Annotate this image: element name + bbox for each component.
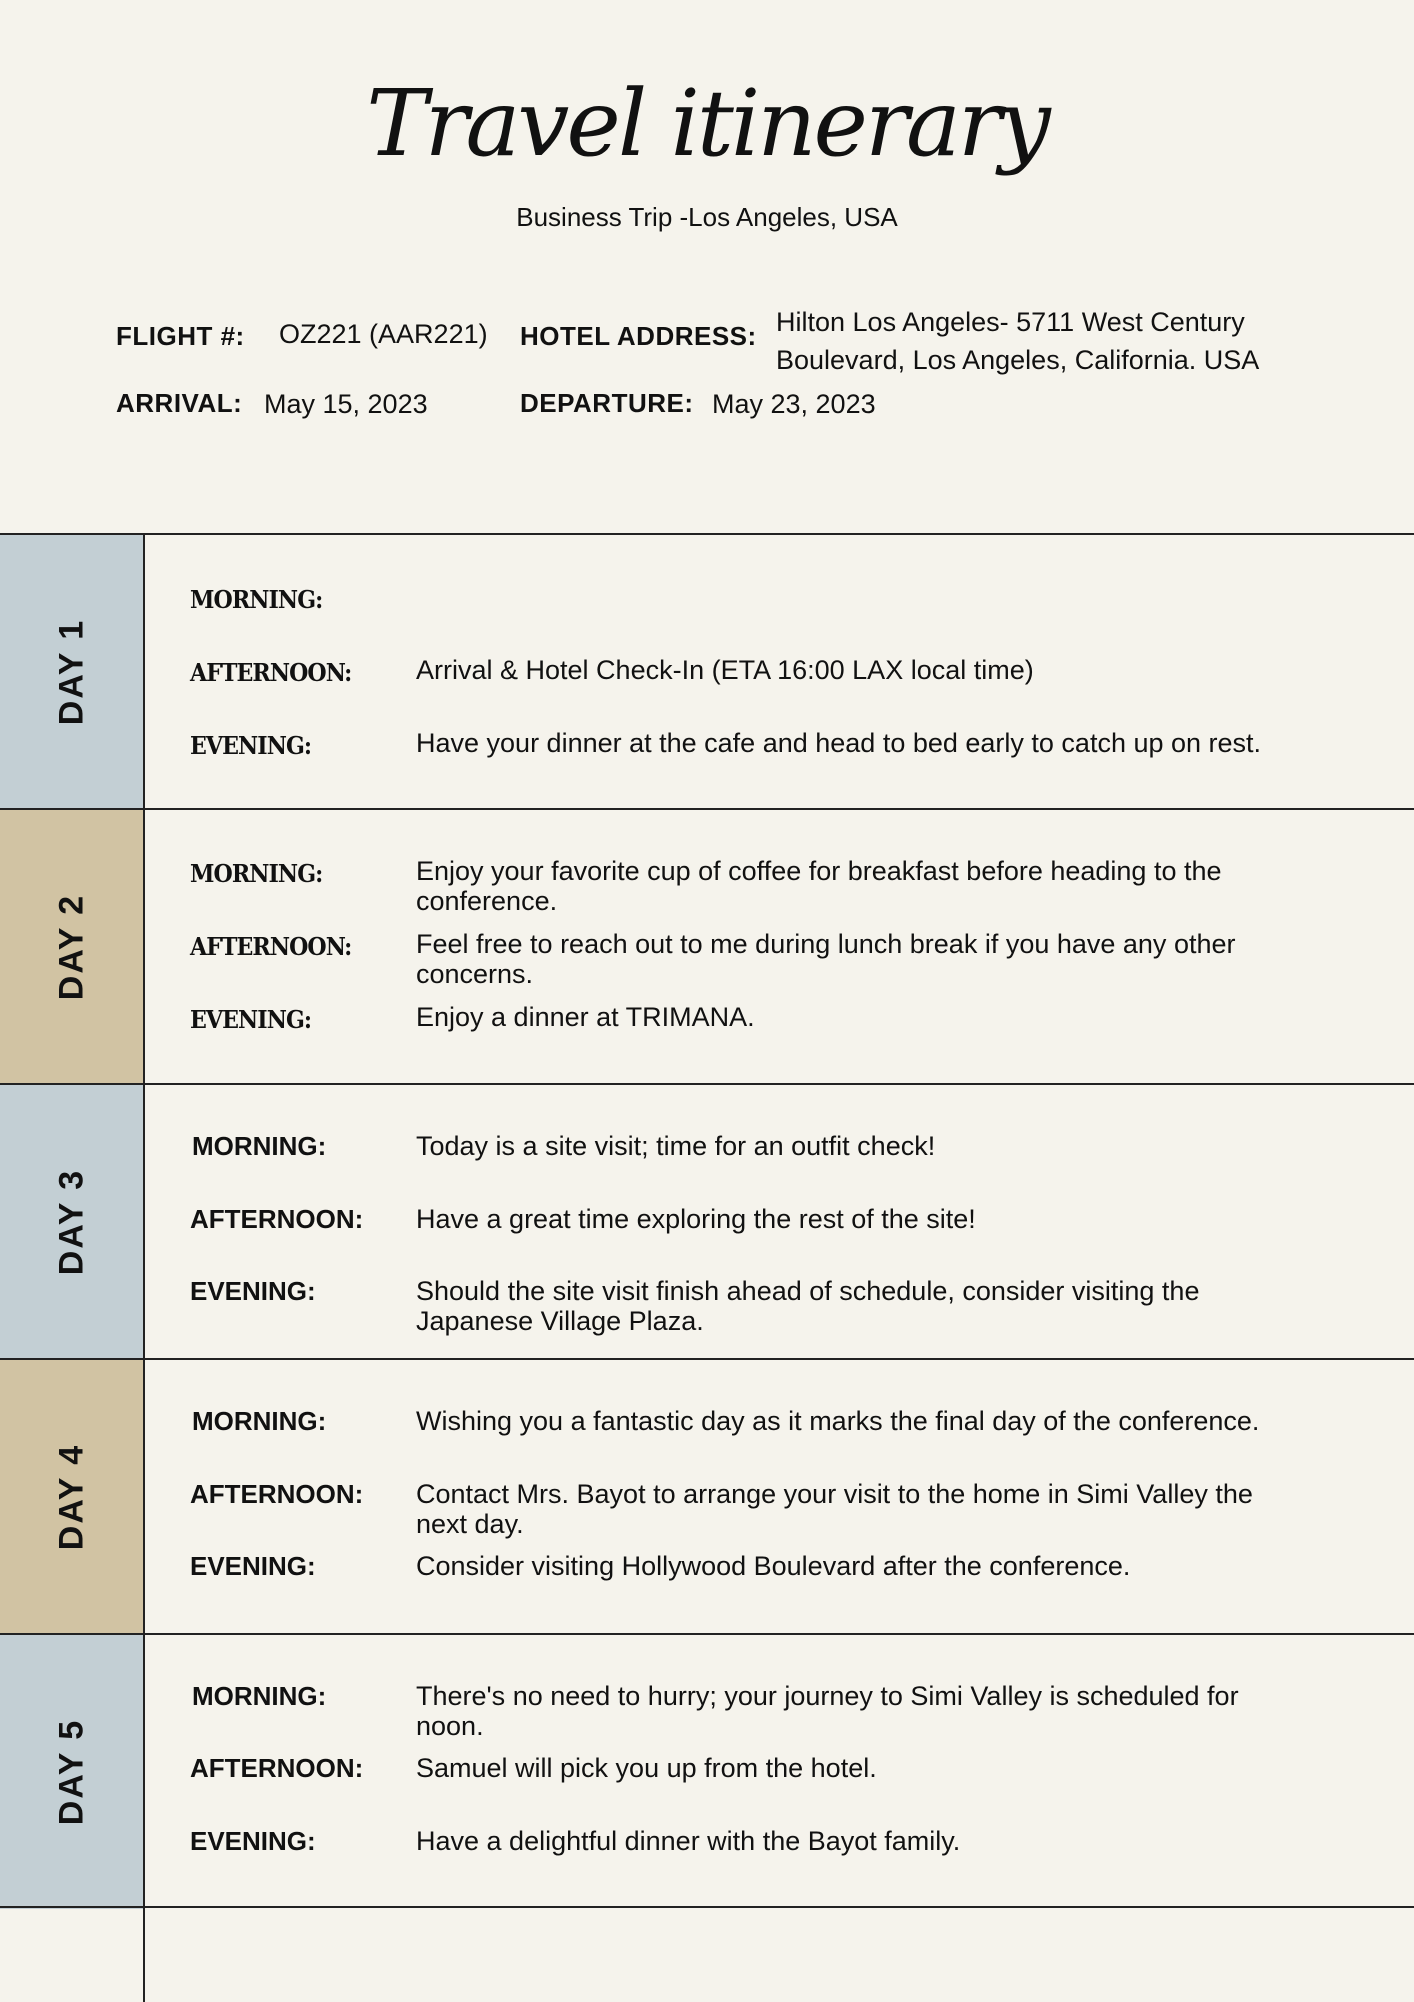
day-3-morning-label: MORNING: — [192, 1131, 327, 1161]
day-3-afternoon-text: Have a great time exploring the rest of the site! — [416, 1204, 976, 1234]
day-4-evening-label: EVENING: — [190, 1551, 316, 1581]
day-2-afternoon-label: AFTERNOON: — [190, 932, 352, 961]
day-4-afternoon-label: AFTERNOON: — [190, 1479, 364, 1509]
day-1-evening-text: Have your dinner at the cafe and head to bed early to catch up on rest. — [416, 728, 1262, 758]
hotel-address-label: HOTEL ADDRESS: — [520, 321, 757, 351]
day-3-label: DAY 3 — [52, 1168, 91, 1276]
day-3-strip — [0, 1085, 145, 1359]
day-5-evening-label: EVENING: — [190, 1826, 316, 1856]
day-1-morning-label: MORNING: — [190, 585, 323, 614]
day-5-block — [0, 1633, 1414, 1909]
day-2-afternoon-text: Feel free to reach out to me during lunch break if you have any other concerns. — [416, 929, 1236, 989]
arrival-label: ARRIVAL: — [116, 388, 243, 418]
day-4-block — [0, 1358, 1414, 1634]
day-3-morning-text: Today is a site visit; time for an outfit check! — [416, 1131, 936, 1161]
day-3-block — [0, 1083, 1414, 1359]
day-1-strip — [0, 535, 145, 809]
day-5-morning-label: MORNING: — [192, 1681, 327, 1711]
day-1-block — [0, 533, 1414, 809]
departure-label: DEPARTURE: — [520, 388, 694, 418]
day-2-strip — [0, 810, 145, 1084]
flight-label: FLIGHT #: — [116, 321, 245, 351]
hotel-address-value — [776, 303, 1336, 379]
day-2-evening-text: Enjoy a dinner at TRIMANA. — [416, 1002, 755, 1032]
empty-row-strip — [0, 1908, 145, 2002]
departure-value: May 23, 2023 — [712, 389, 876, 419]
day-5-strip — [0, 1635, 145, 1909]
day-2-morning-label: MORNING: — [190, 859, 323, 888]
arrival-value: May 15, 2023 — [264, 389, 428, 419]
day-2-morning-text: Enjoy your favorite cup of coffee for breakfast before heading to the conference. — [416, 856, 1222, 916]
day-2-evening-label: EVENING: — [190, 1005, 312, 1034]
day-5-evening-text: Have a delightful dinner with the Bayot family. — [416, 1826, 961, 1856]
empty-row — [0, 1906, 1414, 2002]
day-3-evening-label: EVENING: — [190, 1276, 316, 1306]
day-2-label: DAY 2 — [52, 893, 91, 1001]
day-1-label: DAY 1 — [52, 618, 91, 726]
day-1-afternoon-label: AFTERNOON: — [190, 658, 352, 687]
day-3-afternoon-label: AFTERNOON: — [190, 1204, 364, 1234]
day-5-label: DAY 5 — [52, 1718, 91, 1826]
hotel-address-line-1: Hilton Los Angeles- 5711 West Century — [776, 307, 1245, 337]
day-2-block — [0, 808, 1414, 1084]
page-title: Travel itinerary — [366, 70, 1048, 177]
day-4-evening-text: Consider visiting Hollywood Boulevard after the conference. — [416, 1551, 1131, 1581]
day-1-evening-label: EVENING: — [190, 731, 312, 760]
day-5-morning-text: There's no need to hurry; your journey to Simi Valley is scheduled for noon. — [416, 1681, 1239, 1741]
day-4-strip — [0, 1360, 145, 1634]
day-4-morning-label: MORNING: — [192, 1406, 327, 1436]
day-5-afternoon-text: Samuel will pick you up from the hotel. — [416, 1753, 877, 1783]
day-3-evening-text: Should the site visit finish ahead of schedule, consider visiting the Japanese Village Plaza. — [416, 1276, 1200, 1336]
page-subtitle: Business Trip -Los Angeles, USA — [516, 202, 898, 232]
day-1-afternoon-text: Arrival & Hotel Check-In (ETA 16:00 LAX local time) — [416, 655, 1034, 685]
hotel-address-line-2: Boulevard, Los Angeles, California. USA — [776, 345, 1260, 375]
flight-value: OZ221 (AAR221) — [279, 319, 488, 349]
day-4-morning-text: Wishing you a fantastic day as it marks the final day of the conference. — [416, 1406, 1260, 1436]
day-4-label: DAY 4 — [52, 1443, 91, 1551]
day-4-afternoon-text: Contact Mrs. Bayot to arrange your visit to the home in Simi Valley the next day. — [416, 1479, 1253, 1539]
day-5-afternoon-label: AFTERNOON: — [190, 1753, 364, 1783]
